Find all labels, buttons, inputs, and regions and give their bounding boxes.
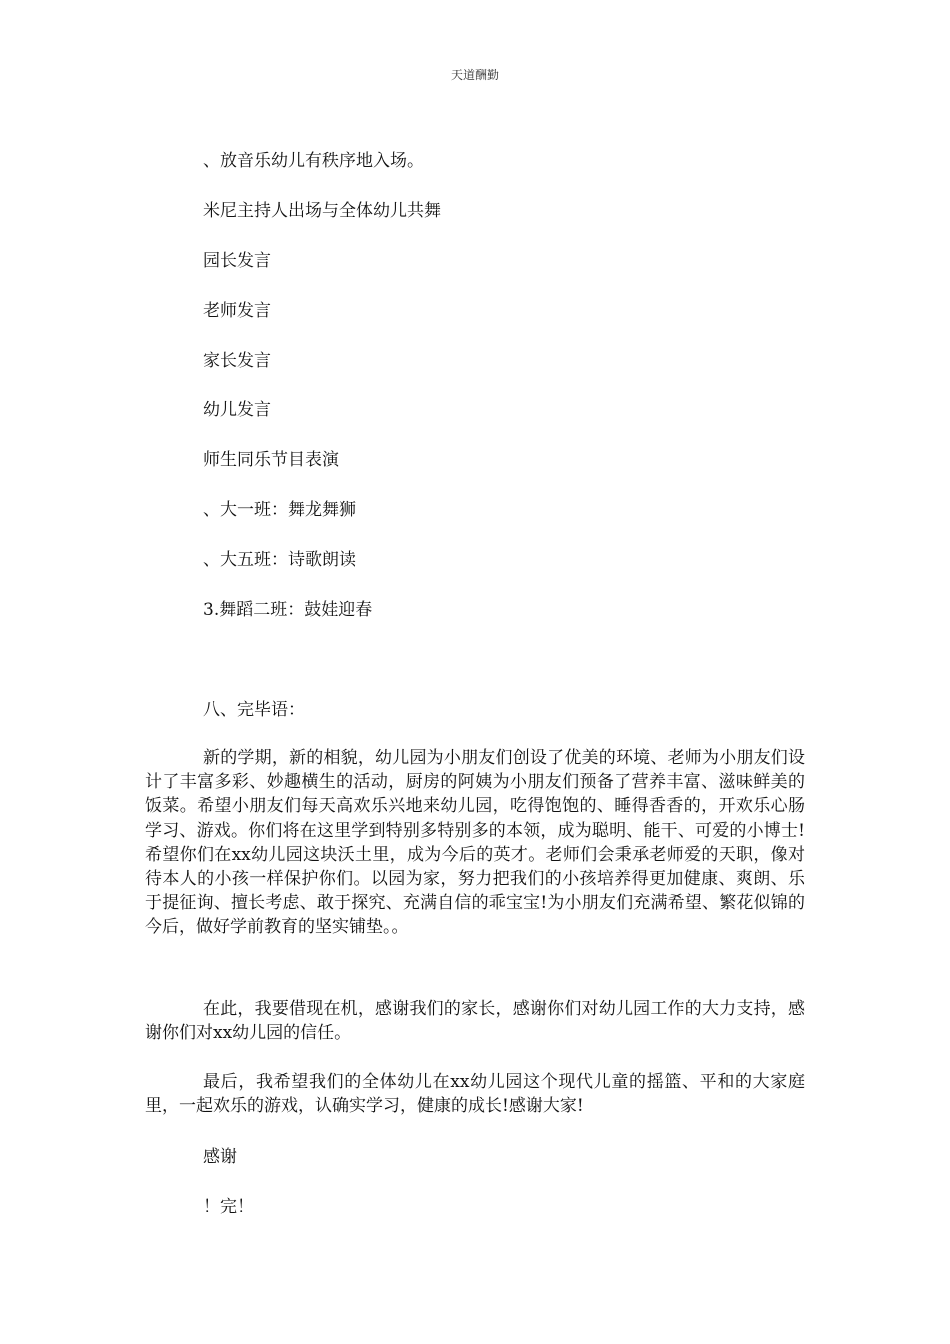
program-item: 、放音乐幼儿有秩序地入场。 xyxy=(203,151,424,171)
program-item: 师生同乐节目表演 xyxy=(203,450,339,470)
program-item: 幼儿发言 xyxy=(203,400,271,420)
program-item: 3.舞蹈二班：鼓娃迎春 xyxy=(203,600,373,620)
end-mark: ！完！ xyxy=(203,1197,254,1217)
closing-text: 感谢 xyxy=(203,1147,237,1167)
program-item: 园长发言 xyxy=(203,251,271,271)
closing-paragraph: 在此，我要借现在机，感谢我们的家长，感谢你们对幼儿园工作的大力支持，感谢你们对xx幼儿园的信任。 xyxy=(145,999,805,1044)
program-item: 、大五班：诗歌朗读 xyxy=(203,550,356,570)
program-item: 米尼主持人出场与全体幼儿共舞 xyxy=(203,201,441,221)
program-item: 老师发言 xyxy=(203,301,271,321)
closing-paragraph: 新的学期，新的相貌，幼儿园为小朋友们创设了优美的环境、老师为小朋友们设计了丰富多彩、妙趣横生的活动，厨房的阿姨为小朋友们预备了营养丰富、滋味鲜美的饭菜。希望小朋友们每天高欢乐兴地来幼儿园，吃得饱饱的、睡得香香的，开欢乐心肠学习、游戏。你们将在这里学到特别多特别多的本领，成为聪明、能干、可爱的小博士!希望你们在xx幼儿园这块沃土里，成为今后的英才。老师们会秉承老师爱的天职，像对待本人的小孩一样保护你们。以园为家，努力把我们的小孩培养得更加健康、爽朗、乐于提征询、擅长考虑、敢于探究、充满自信的乖宝宝!为小朋友们充满希望、繁花似锦的今后，做好学前教育的坚实铺垫。。 xyxy=(145,748,805,938)
program-item: 家长发言 xyxy=(203,351,271,371)
section-title: 八、完毕语： xyxy=(203,700,305,720)
page-header: 天道酬勤 xyxy=(450,68,499,82)
program-item: 、大一班：舞龙舞狮 xyxy=(203,500,356,520)
closing-paragraph: 最后，我希望我们的全体幼儿在xx幼儿园这个现代儿童的摇篮、平和的大家庭里，一起欢乐的游戏，认确实学习，健康的成长!感谢大家! xyxy=(145,1072,805,1117)
